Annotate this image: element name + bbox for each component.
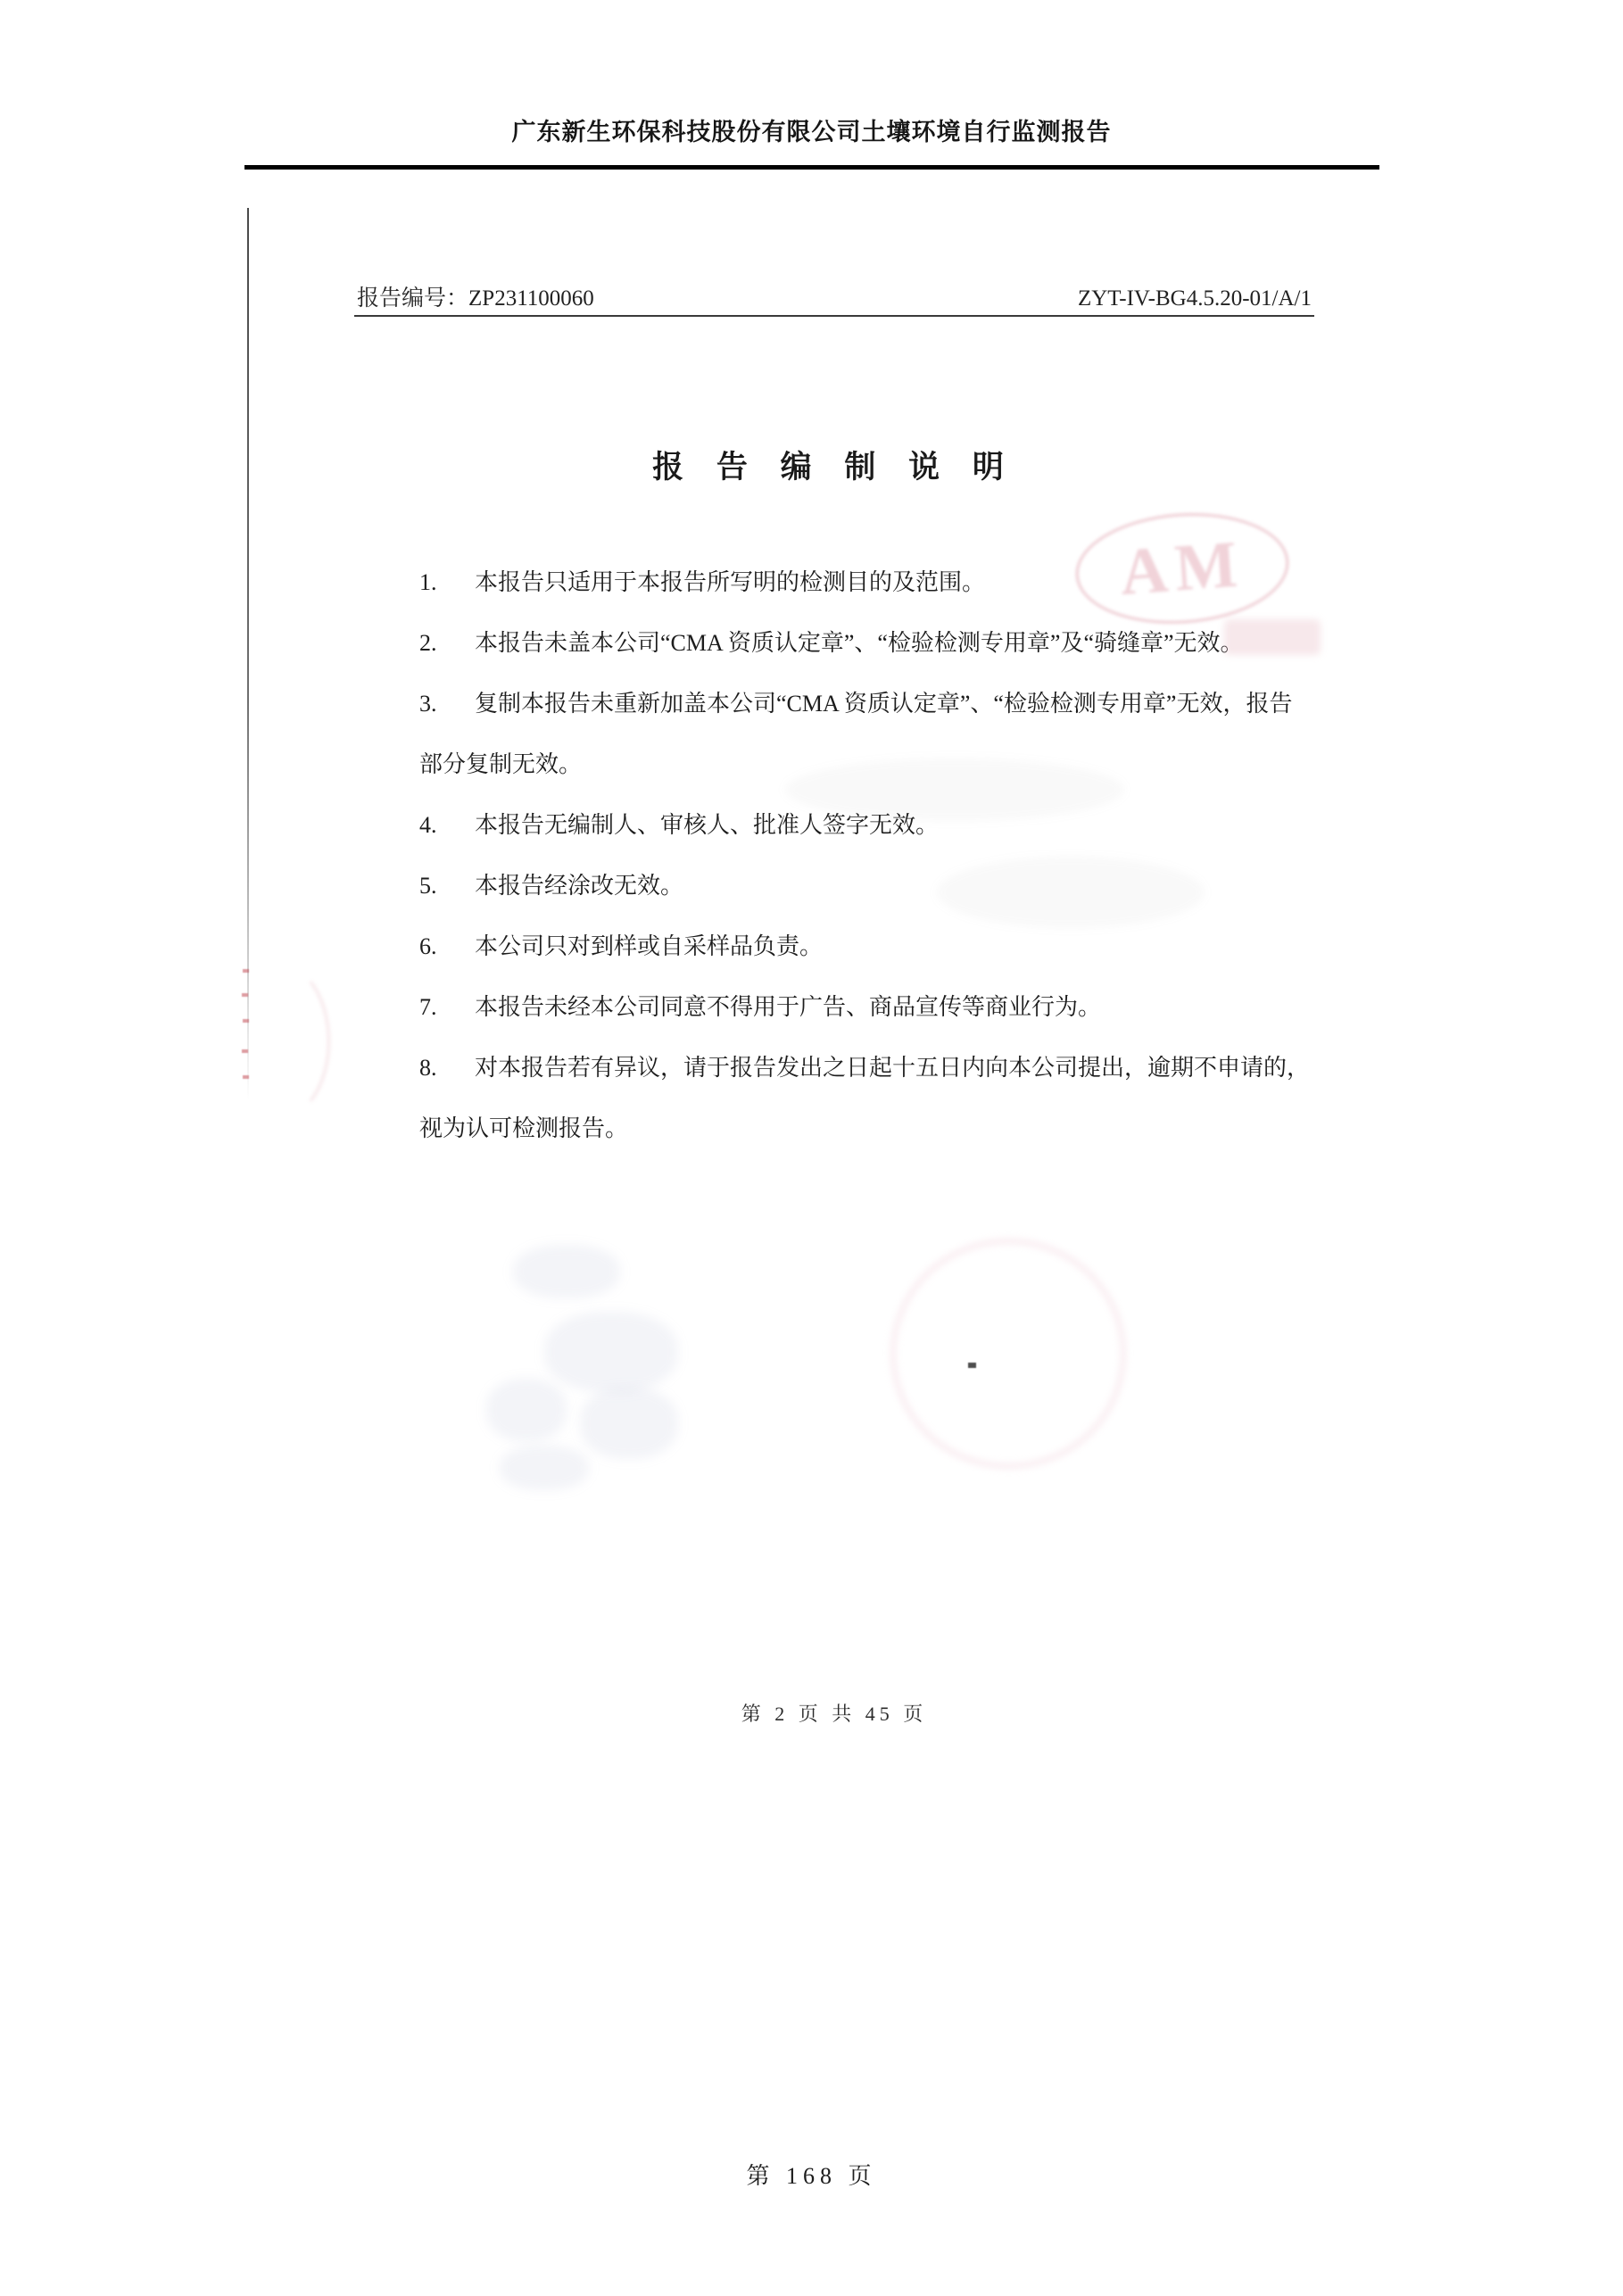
- statement-number: 2.: [419, 630, 437, 656]
- ink-bleed-blob: [486, 1379, 567, 1441]
- statement-line: [419, 689, 1321, 750]
- meta-rule: [354, 315, 1314, 317]
- statement-number: 5.: [419, 873, 437, 899]
- stamp-bleed-tick: [243, 1075, 249, 1079]
- stamp-bleed-fragment: [1224, 619, 1321, 655]
- statement-line: [419, 992, 1321, 1053]
- ink-speck: [968, 1363, 976, 1368]
- statement-number: 4.: [419, 812, 437, 838]
- doc-code: ZYT-IV-BG4.5.20-01/A/1: [1077, 286, 1312, 311]
- ink-bleed-blob: [544, 1312, 678, 1392]
- scan-page-edge-line: [247, 208, 249, 1100]
- report-number-value: ZP231100060: [468, 286, 594, 311]
- statement-text: 对本报告若有异议，请于报告发出之日起十五日内向本公司提出，逾期不申请的，: [475, 1055, 1311, 1081]
- statement-number: 1.: [419, 569, 437, 595]
- report-meta-row: [357, 280, 1312, 312]
- stamp-bleed-letters: AM: [1117, 526, 1247, 609]
- statement-number: 6.: [419, 933, 437, 959]
- stamp-bleed-circle: [890, 1239, 1126, 1469]
- statement-text: 本报告未盖本公司“CMA 资质认定章”、“检验检测专用章”及“骑缝章”无效。: [475, 630, 1244, 656]
- scan-noise: [785, 758, 1124, 821]
- statement-text: 本公司只对到样或自采样品负责。: [475, 933, 824, 959]
- ink-bleed-blob: [513, 1245, 620, 1298]
- inner-page-footer: 第 2 页 共 45 页: [741, 1703, 928, 1725]
- statement-number: 8.: [419, 1055, 437, 1081]
- stamp-bleed-arc-left: [225, 962, 330, 1121]
- stamp-bleed-tick: [242, 993, 248, 997]
- statement-line: [419, 1114, 1321, 1174]
- statement-number: 3.: [419, 691, 437, 717]
- scan-noise: [937, 857, 1205, 928]
- statement-list: [419, 568, 1321, 1174]
- statement-text: 本报告只适用于本报告所写明的检测目的及范围。: [475, 569, 986, 595]
- statement-text: 本报告无编制人、审核人、批准人签字无效。: [475, 812, 940, 838]
- section-title: 报 告 编 制 说 明: [652, 450, 1016, 485]
- statement-text: 复制本报告未重新加盖本公司“CMA 资质认定章”、“检验检测专用章”无效，报告: [475, 691, 1293, 717]
- statement-text: 部分复制无效。: [419, 751, 583, 777]
- statement-text: 本报告未经本公司同意不得用于广告、商品宣传等商业行为。: [475, 994, 1102, 1020]
- statement-number: 7.: [419, 994, 437, 1020]
- ink-bleed-blob: [580, 1388, 678, 1459]
- statement-line: [419, 628, 1321, 689]
- outer-page-footer: 第 168 页: [746, 2163, 877, 2189]
- ink-bleed-blob: [500, 1446, 589, 1490]
- statement-text: 本报告经涂改无效。: [475, 873, 684, 899]
- stamp-bleed-tick: [243, 1019, 249, 1023]
- header-rule: [244, 165, 1379, 170]
- statement-line: [419, 810, 1321, 871]
- stamp-bleed-tick: [242, 1049, 248, 1053]
- statement-line: [419, 932, 1321, 992]
- report-number: [357, 280, 594, 312]
- stamp-bleed-tick: [243, 969, 249, 973]
- statement-text: 视为认可检测报告。: [419, 1115, 629, 1141]
- statement-line: [419, 1053, 1321, 1114]
- report-number-label: 报告编号：: [357, 286, 469, 311]
- document-header-title: 广东新生环保科技股份有限公司土壤环境自行监测报告: [511, 119, 1112, 145]
